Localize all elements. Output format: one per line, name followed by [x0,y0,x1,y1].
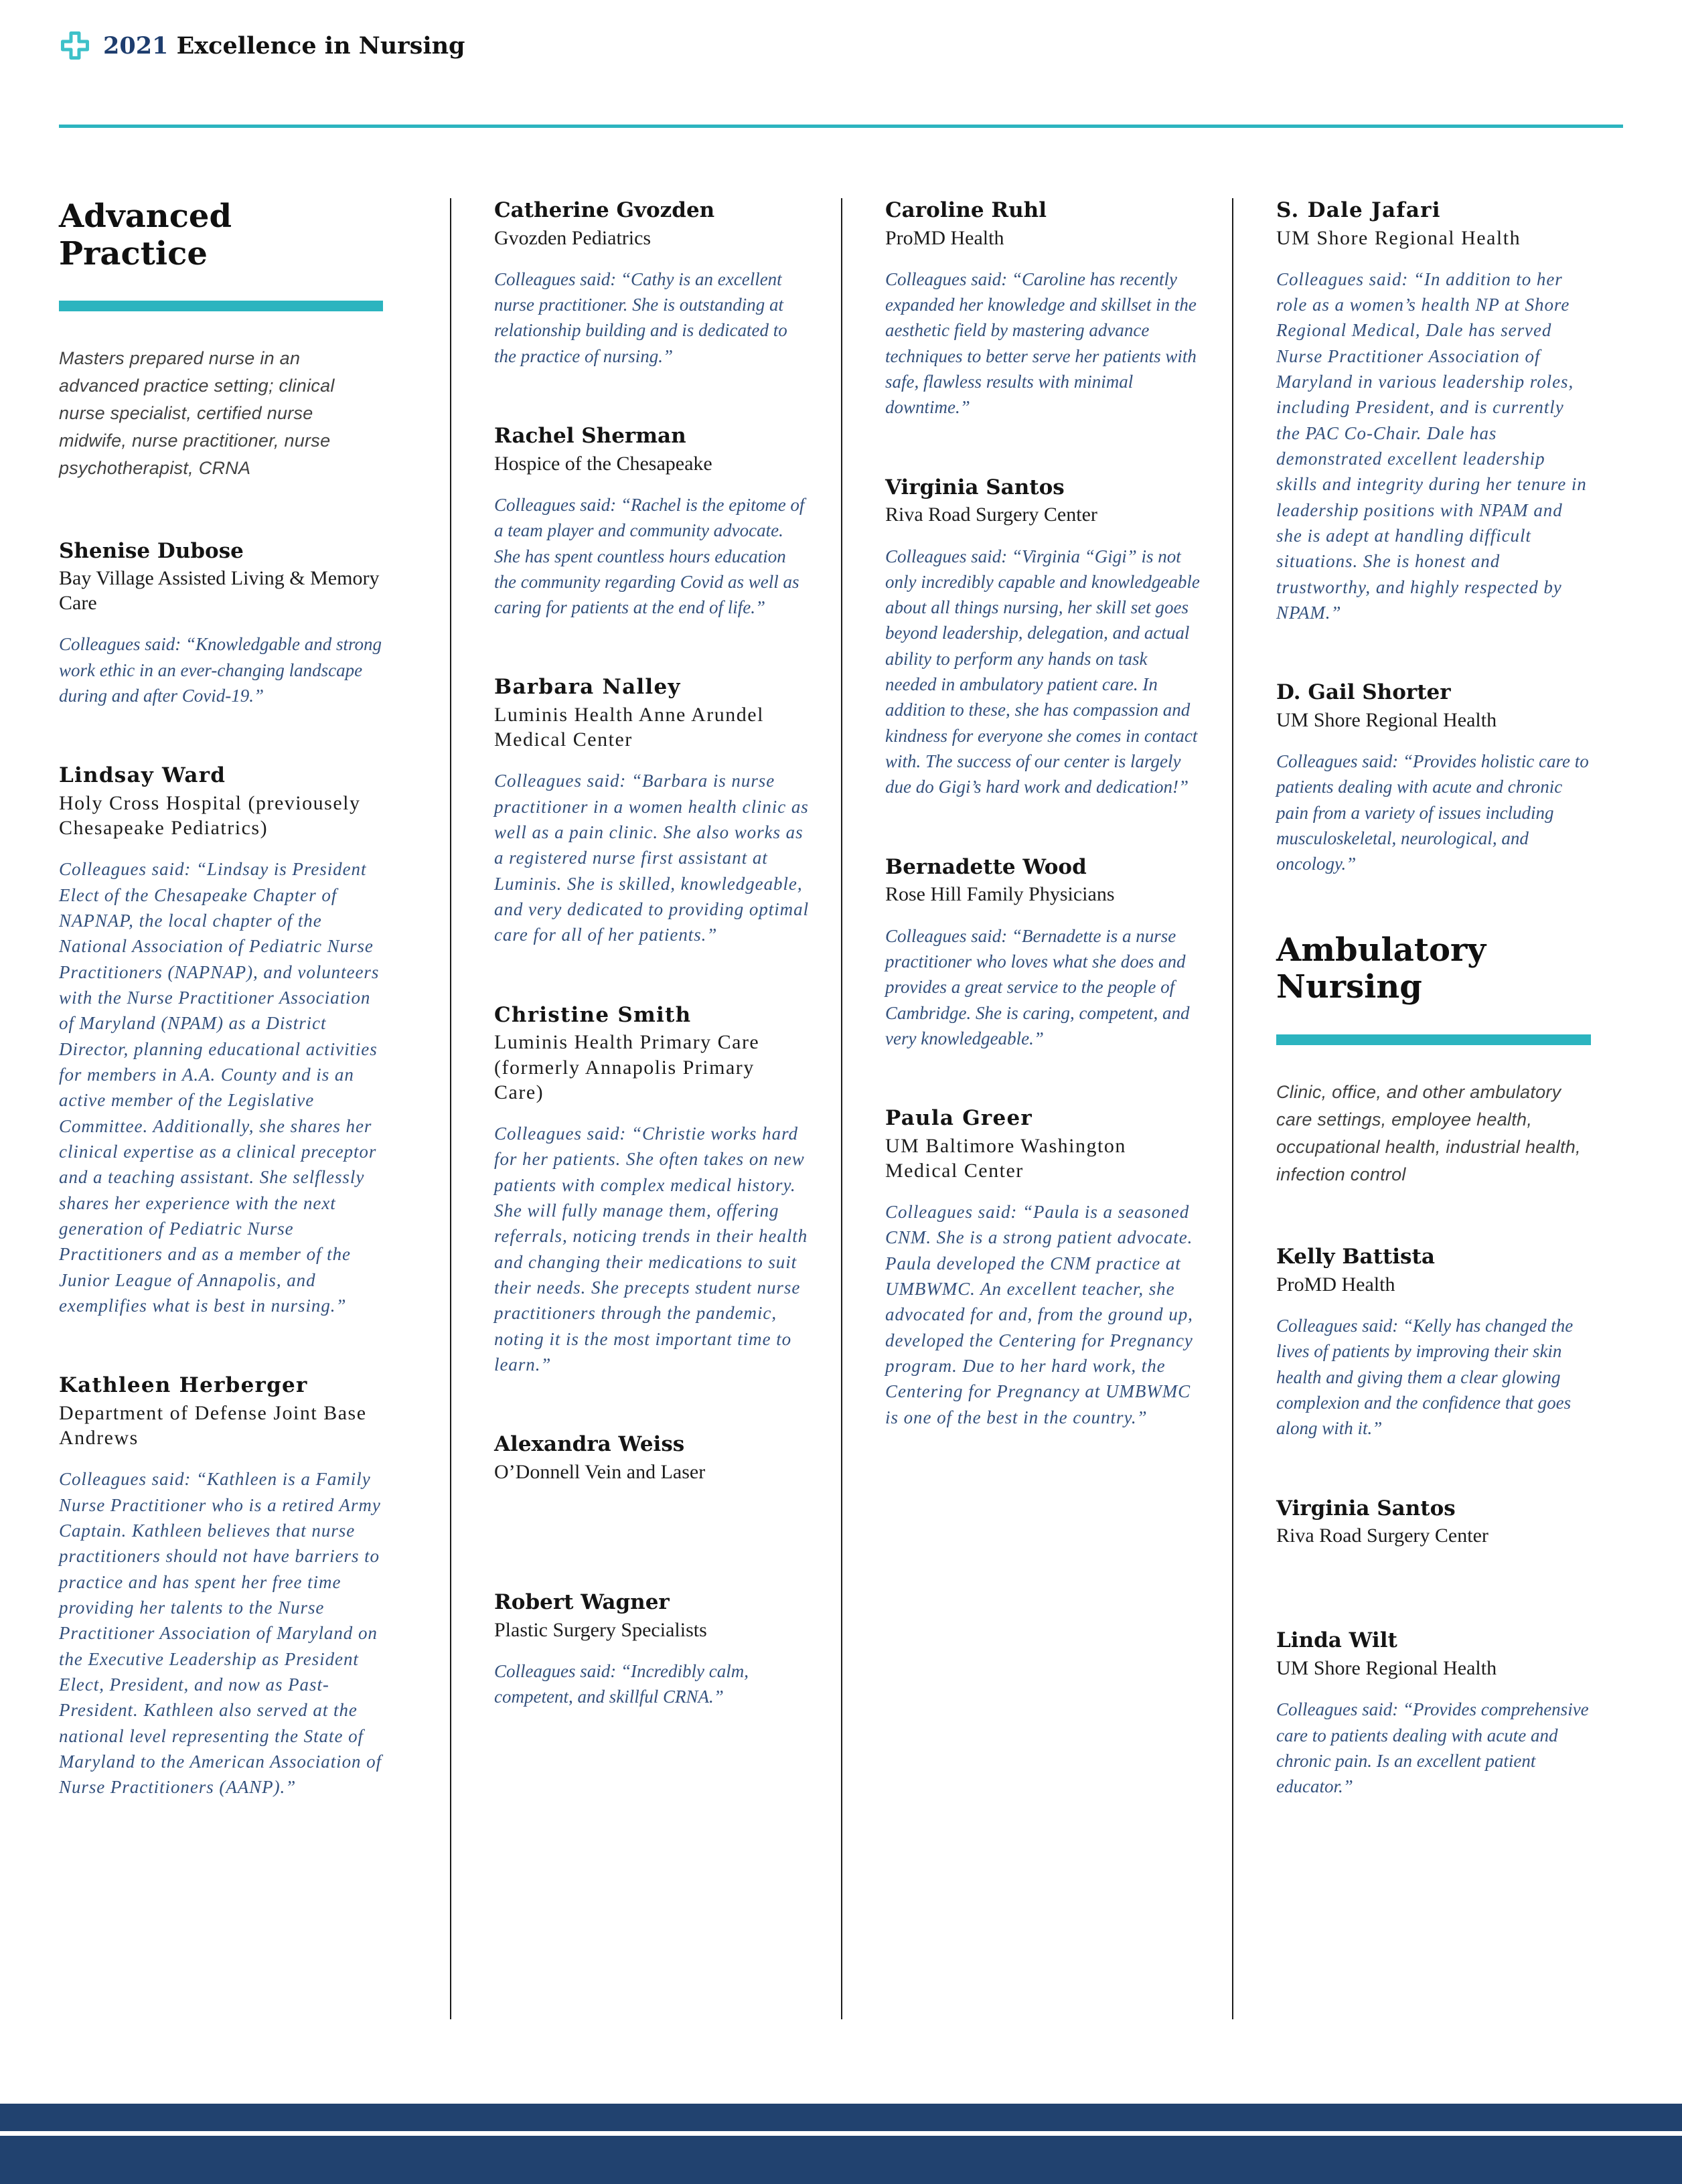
profile-name: Caroline Ruhl [885,198,1047,222]
page-title-year: 2021 [103,31,169,60]
profile-org: O’Donnell Vein and Laser [494,1460,706,1483]
profile-quote: Colleagues said: “Kelly has changed the lives of patients by improving their skin health and giving them a clear glowing complexion and the confidence that goes along with it.” [1276,1316,1574,1439]
section-description: Masters prepared nurse in an advanced practice setting; clinical nurse specialist, certified nurse midwife, nurse practitioner, nurse psychotherapist, CRNA [59,348,335,479]
profile-name: Alexandra Weiss [494,1432,685,1457]
section-accent-bar [1276,1034,1591,1045]
profile-org: Holy Cross Hospital (previousely Chesapeake Pediatrics) [59,792,361,840]
profile-name: Robert Wagner [494,1589,670,1614]
profile-name: Shenise Dubose [59,538,244,563]
section-title: Ambulatory Nursing [1276,931,1486,1006]
column-layout [59,198,1623,2019]
profile-name: Lindsay Ward [59,763,226,788]
section-accent-bar [59,301,383,311]
profile-rachel-sherman [494,424,809,620]
section-title: Advanced Practice [59,198,232,272]
profile-quote: Colleagues said: “Knowledgable and strong work ethic in an ever-changing landscape during and after Covid-19.” [59,634,382,706]
profile-name: Virginia Santos [1276,1496,1456,1520]
profile-org: UM Baltimore Washington Medical Center [885,1134,1126,1182]
profile-quote: Colleagues said: “Caroline has recently expanded her knowledge and skillset in the aesthetic field by mastering advance techniques to better serve her patients with safe, flawless results with minimal downtime.” [885,268,1197,418]
profile-name: Christine Smith [494,1002,692,1027]
profile-name: Bernadette Wood [885,854,1087,879]
page-header [59,29,465,62]
profile-name: Kelly Battista [1276,1245,1435,1269]
profile-org: Riva Road Surgery Center [885,503,1097,526]
column-3 [841,198,1232,2019]
profile-org: UM Shore Regional Health [1276,1656,1497,1679]
profile-paula-greer [885,1106,1200,1430]
profile-kelly-battista [1276,1245,1591,1441]
profile-d-gail-shorter [1276,680,1591,876]
profile-name: Rachel Sherman [494,424,686,449]
profile-org: Luminis Health Anne Arundel Medical Center [494,704,764,751]
profile-org: Riva Road Surgery Center [1276,1525,1488,1547]
profile-quote: Colleagues said: “Provides holistic care to patients dealing with acute and chronic pain from a variety of issues including musculoskeletal, neurological, and oncology.” [1276,751,1589,874]
profile-quote: Colleagues said: “Lindsay is President Elect of the Chesapeake Chapter of NAPNAP, the local chapter of the National Association of Pediatric Nurse Practitioners (NAPNAP), and volunteers with the Nurse Practitioner Association of Maryland (NPAM) as a District Director, planning educational activities for members in A.A. County and is an active member of the Legislative Committee. Additionally, she shares her clinical expertise as a clinical preceptor and a teaching assistant. She selflessly shares her experience with the next generation of Pediatric Nurse Practitioners and as a member of the Junior League of Annapolis, and exemplifies what is best in nursing.” [59,859,380,1316]
profile-name: Barbara Nalley [494,675,681,700]
profile-christine-smith [494,1003,809,1377]
column-4 [1232,198,1623,2019]
section-description: Clinic, office, and other ambulatory care settings, employee health, occupational health, industrial health, infection control [1276,1082,1581,1185]
profile-robert-wagner [494,1590,809,1709]
profile-quote: Colleagues said: “Provides comprehensive care to patients dealing with acute and chronic pain. Is an excellent patient educator.” [1276,1699,1589,1797]
profile-quote: Colleagues said: “Barbara is nurse practitioner in a women health clinic as well as a pain clinic. She also works as a registered nurse first assistant at Luminis. She is skilled, knowledgeable, and very dedicated to providing optimal care for all of her patients.” [494,771,810,945]
profile-lindsay-ward [59,763,383,1318]
profile-name: Kathleen Herberger [59,1373,308,1398]
section-ambulatory-nursing [1276,932,1591,1188]
profile-quote: Colleagues said: “Cathy is an excellent nurse practitioner. She is outstanding at relationship building and is dedicated to the practice of nursing.” [494,268,787,366]
profile-kathleen-herberger [59,1373,383,1800]
profile-quote: Colleagues said: “Kathleen is a Family Nurse Practitioner who is a retired Army Captain. Kathleen believes that nurse practitioners should not have barriers to practice and has spent her free time providing her talents to the Nurse Practitioner Association of Maryland on the Executive Leadership as President Elect, President, and now as Past-President. Kathleen also served at the national level representing the State of Maryland to the American Association of Nurse Practitioners (AANP).” [59,1469,382,1798]
profile-name: Linda Wilt [1276,1628,1397,1653]
footer-bar-top [0,2104,1682,2131]
column-2 [450,198,841,2019]
profile-org: ProMD Health [885,226,1004,249]
section-advanced-practice [59,198,383,483]
profile-org: ProMD Health [1276,1273,1395,1296]
profile-quote: Colleagues said: “Paula is a seasoned CNM. She is a strong patient advocate. Paula developed the CNM practice at UMBWMC. An excellent teacher, she advocated for and, from the ground up, developed the Centering for Pregnancy program. Due to her hard work, the Centering for Pregnancy at UMBWMC is one of the best in the country.” [885,1202,1193,1427]
profile-quote: Colleagues said: “Rachel is the epitome of a team player and community advocate. She has spent countless hours education the community regarding Covid as well as caring for patients at the end of life.” [494,494,805,618]
column-1 [59,198,450,2019]
profile-name: D. Gail Shorter [1276,680,1451,705]
profile-org: Department of Defense Joint Base Andrews [59,1401,367,1450]
profile-quote: Colleagues said: “Incredibly calm, competent, and skillful CRNA.” [494,1660,749,1707]
profile-s-dale-jafari [1276,198,1591,625]
profile-caroline-ruhl [885,198,1200,420]
profile-bernadette-wood [885,855,1200,1051]
profile-org: Hospice of the Chesapeake [494,452,712,475]
profile-org: Plastic Surgery Specialists [494,1618,707,1641]
profile-name: S. Dale Jafari [1276,198,1441,222]
profile-org: Luminis Health Primary Care (formerly Annapolis Primary Care) [494,1031,760,1103]
profile-quote: Colleagues said: “Christie works hard for her patients. She often takes on new patients with complex medical history. She will fully manage them, offering referrals, noticing trends in their health and changing their medications to suit their needs. She precepts student nurse practitioners through the pandemic, noting it is the most important time to learn.” [494,1123,808,1375]
profile-catherine-gvozden [494,198,809,369]
profile-virginia-santos [885,475,1200,800]
medical-cross-icon [59,29,91,62]
profile-name: Paula Greer [885,1106,1033,1131]
profile-name: Virginia Santos [885,475,1065,499]
profile-org: UM Shore Regional Health [1276,708,1497,731]
footer-bar-bottom [0,2136,1682,2184]
profile-org: Bay Village Assisted Living & Memory Care [59,567,380,615]
page-title-text: Excellence in Nursing [176,31,465,60]
profile-quote: Colleagues said: “Bernadette is a nurse practitioner who loves what she does and provides a great service to the people of Cambridge. She is caring, competent, and very knowledgeable.” [885,925,1190,1048]
header-divider-rule [59,125,1623,128]
profile-name: Catherine Gvozden [494,198,715,222]
profile-virginia-santos-2 [1276,1496,1591,1549]
page-title [103,31,465,60]
profile-org: UM Shore Regional Health [1276,226,1521,249]
profile-shenise-dubose [59,539,383,709]
profile-org: Gvozden Pediatrics [494,226,652,249]
profile-org: Rose Hill Family Physicians [885,883,1115,906]
profile-barbara-nalley [494,675,809,947]
profile-quote: Colleagues said: “Virginia “Gigi” is not only incredibly capable and knowledgeable about all things nursing, her skill set goes beyond leadership, delegation, and actual ability to perform any hands on task needed in ambulatory patient care. In addition to these, she has compassion and kindness for everyone she comes in contact with. The success of our center is largely due do Gigi’s hard work and dedication!” [885,546,1200,797]
profile-linda-wilt [1276,1628,1591,1799]
profile-alexandra-weiss [494,1432,809,1484]
profile-quote: Colleagues said: “In addition to her role as a women’s health NP at Shore Regional Medical, Dale has served Nurse Practitioner Association of Maryland in various leadership roles, including President, and is currently the PAC Co-Chair. Dale has demonstrated excellent leadership skills and integrity during her tenure in leadership positions with NPAM and she is adept at handling difficult situations. She is honest and trustworthy, and highly respected by NPAM.” [1276,268,1587,623]
